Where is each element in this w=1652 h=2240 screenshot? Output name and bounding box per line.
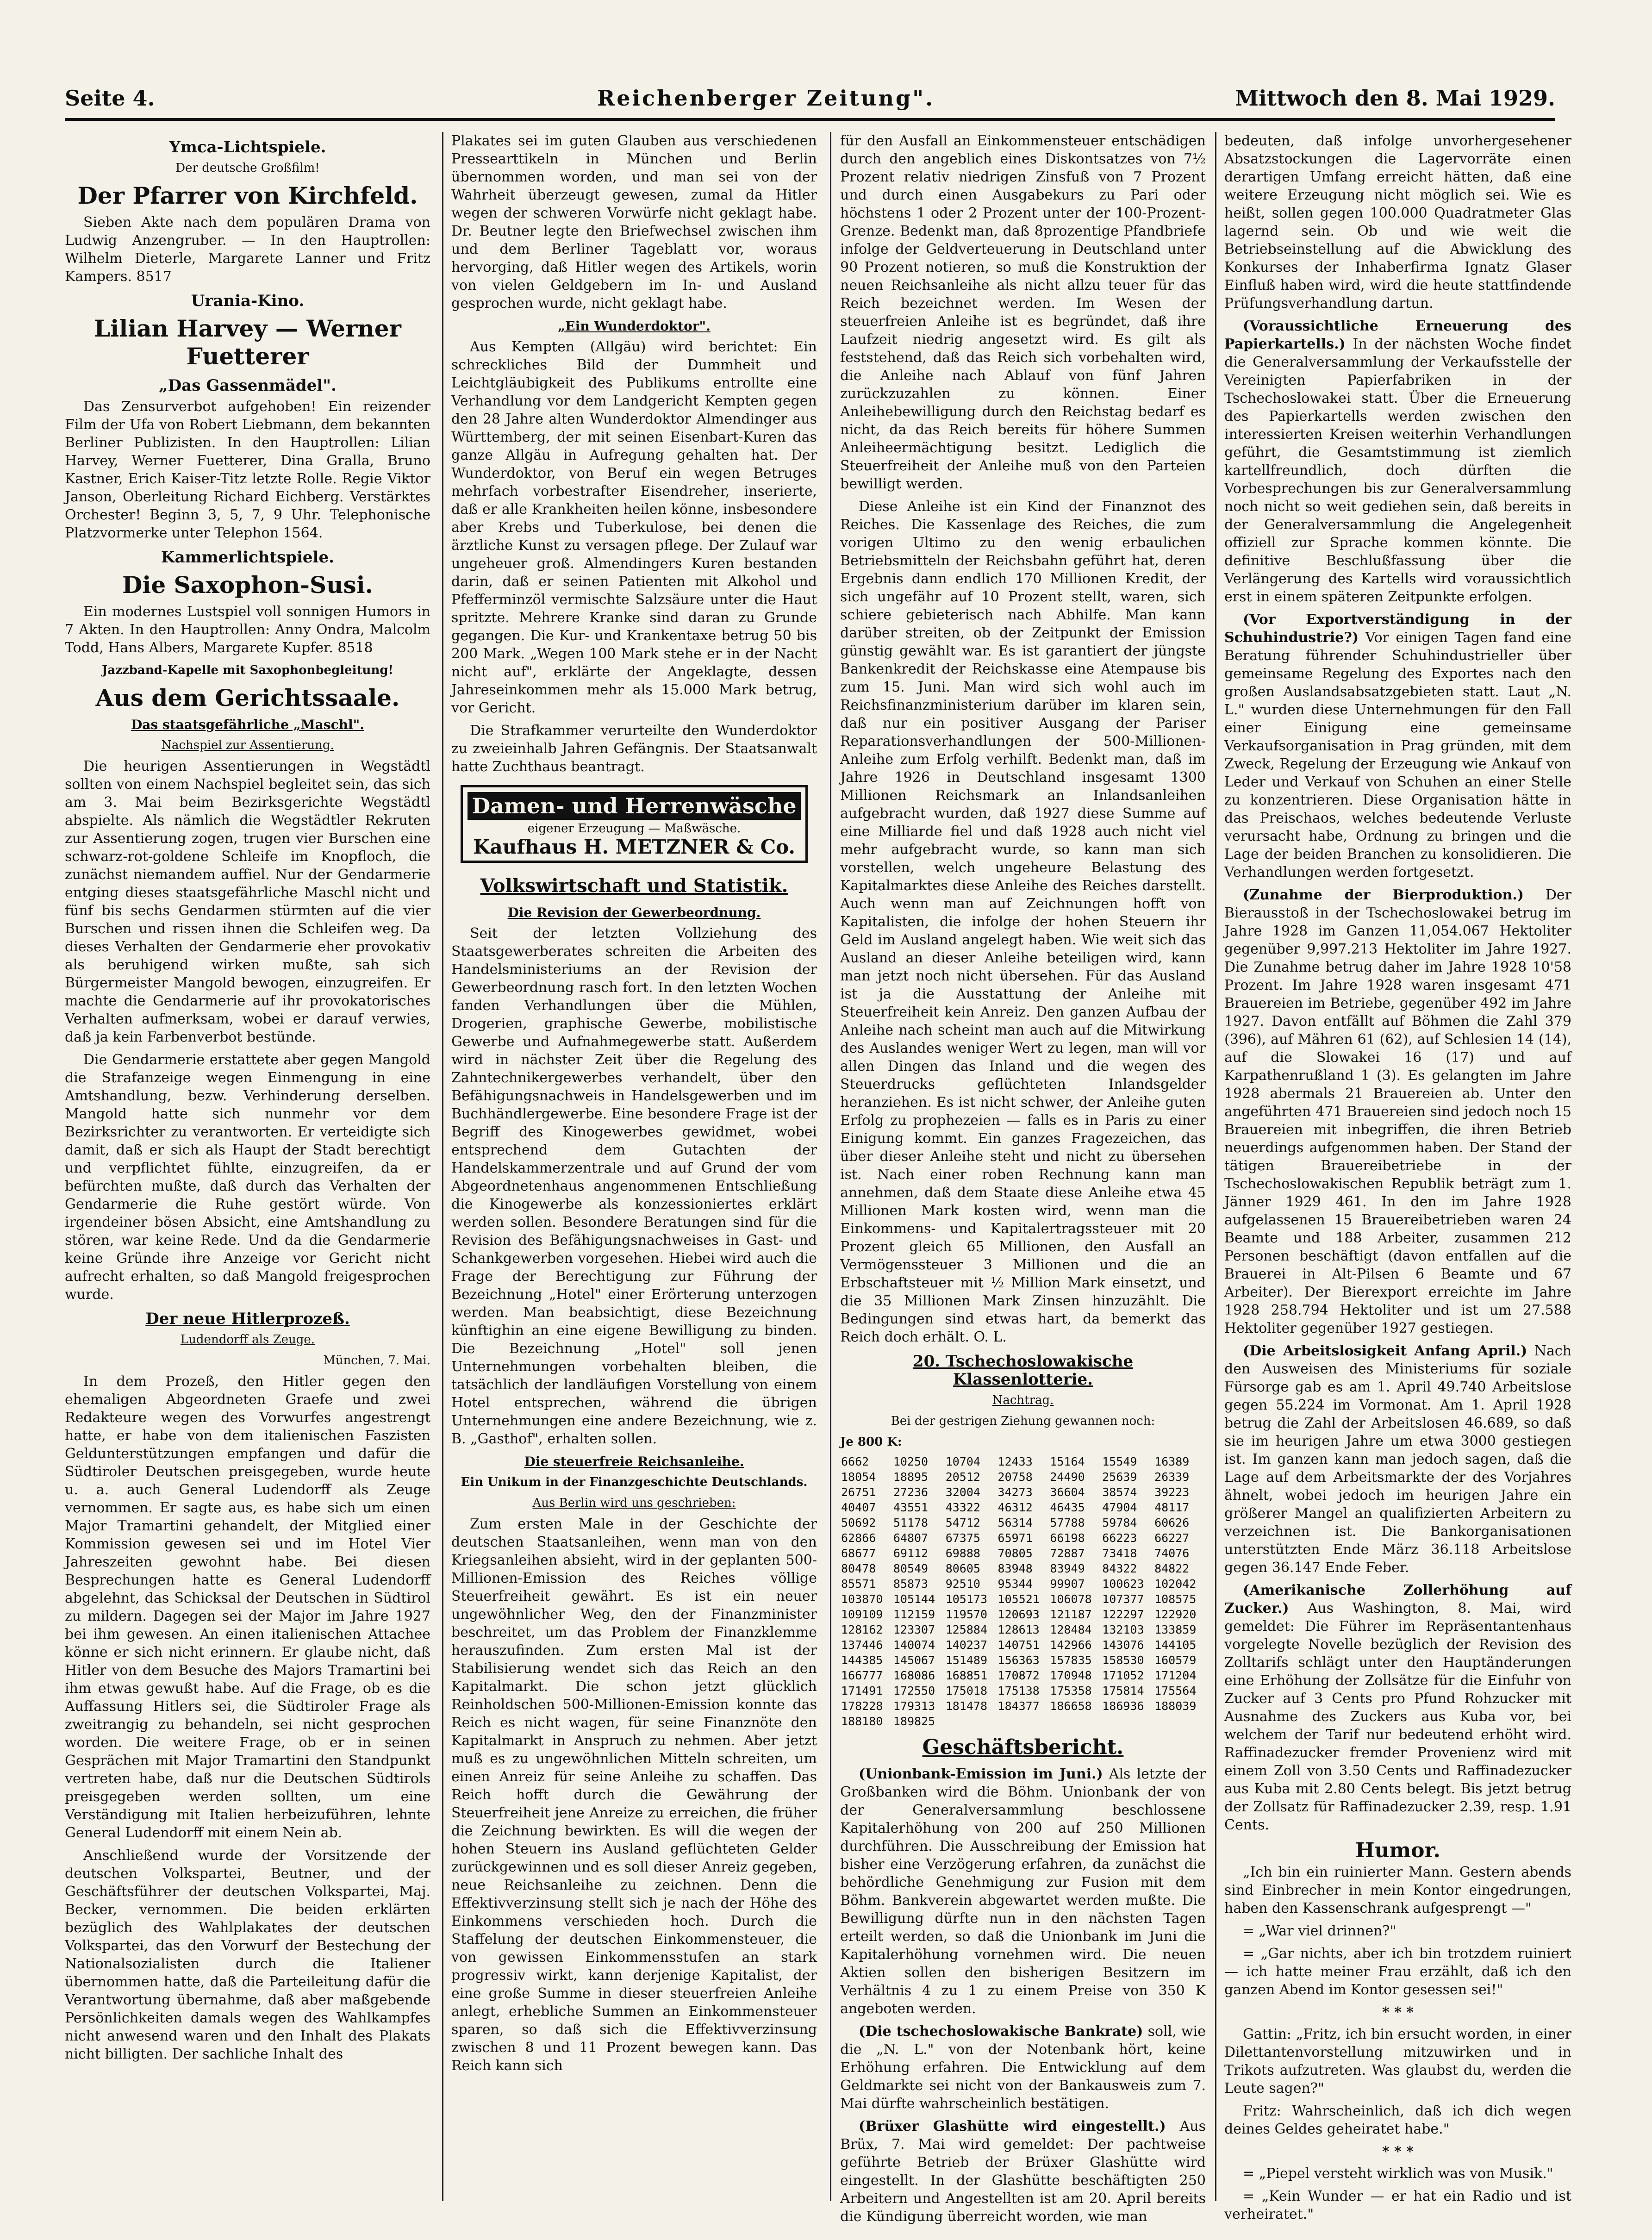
- lottery-number: 66198: [1050, 1531, 1085, 1545]
- item-text: soll, wie die „N. L." von der Notenbank hört, keine Erhöhung erfahren. Die Entwicklung auf dem Geldmarkte sei nicht von der Bankausweis zum 7. Mai dürfte wahrscheinlich bestätigen.: [840, 2023, 1206, 2112]
- item-text: In der nächsten Woche findet die Generalversammlung der Verkaufsstelle der Vereinigten Papierfabriken in der Tschechoslowakei statt. Über die Erneuerung des Papierkartells werden zwischen den interessierten Kreisen weiterhin Verhandlungen geführt, die Gesamtstimmung ist ziemlich kartellfreundlich, doch dürften die Vorbesprechungen bis zur Generalversammlung noch nicht so weit gediehen sein, daß bereits in der Generalversammlung die Angelegenheit offiziell zur Sprache kommen könnte. Die definitive Beschlußfassung über die Verlängerung des Kartells wird voraussichtlich erst in einem späteren Zeitpunkte erfolgen.: [1224, 336, 1571, 605]
- lottery-number: 85571: [841, 1577, 876, 1591]
- lottery-number: 105144: [893, 1592, 935, 1606]
- lottery-number: 24490: [1050, 1470, 1085, 1484]
- lottery-number: 46312: [997, 1501, 1033, 1514]
- lottery-number: 158530: [1102, 1653, 1144, 1667]
- lottery-number: 65971: [997, 1531, 1033, 1545]
- lottery-number: 80478: [841, 1562, 876, 1575]
- item-heading: (Vor Exportverständigung in der Schuhindustrie?): [1224, 611, 1571, 646]
- lottery-number: 142966: [1050, 1638, 1092, 1652]
- item-heading: (Voraussichtliche Erneuerung des Papierkartells.): [1224, 318, 1571, 352]
- lottery-number: 20512: [945, 1470, 980, 1484]
- lottery-number: 15164: [1050, 1455, 1085, 1468]
- hitler-subheading: Ludendorff als Zeuge.: [180, 1333, 315, 1347]
- urania-film-title: „Das Gassenmädel".: [159, 376, 337, 395]
- lottery-number: 184377: [997, 1699, 1040, 1713]
- lottery-number: 26339: [1154, 1470, 1190, 1484]
- lottery-number: 56314: [997, 1516, 1033, 1529]
- lottery-number: 151489: [945, 1653, 987, 1667]
- lottery-number: 120693: [997, 1608, 1040, 1621]
- lottery-row: [840, 1454, 1206, 1469]
- lottery-number: 74076: [1154, 1547, 1190, 1560]
- reichsanleihe-continuation: Diese Anleihe ist ein Kind der Finanznot des Reiches. Die Kassenlage des Reiches, die zum vorigen Ultimo zu den wenig erbaulichen Betriebsmitteln der Reichsbahn geführt hat, deren Ergebnis dann endlich 170 Millionen Kredit, der sich ungefähr auf 10 Prozent stellt, waren, sich schiere gebieterisch nach Abhilfe. Man kann darüber streiten, ob der Zeitpunkt der Emission günstig gewählt war. Es ist garantiert der jüngste Bankenkredit der Reichskasse eine Atempause bis zum 15. Juni. Man wird sich wohl auch im Reichsfinanzministerium darüber im klaren sein, daß nur ein positiver Ausgang der Pariser Reparationsverhandlungen der 500-Millionen-Anleihe zum Erfolg verhilft. Bedenkt man, daß im Jahre 1926 in Deutschland insgesamt 1300 Millionen Reichsmark an Inlandsanleihen aufgebracht wurden, daß 1927 diese Summe auf eine Milliarde fiel und daß 1928 auch nicht viel mehr aufgebracht wurde, so kann man sich vorstellen, welch ungeheure Belastung des Kapitalmarktes diese Anleihe des Reiches darstellt. Auch wenn man auf Zeichnungen hofft von Kapitalisten, die infolge der hohen Steuern ihr Geld im Ausland angelegt haben. Wie weit sich das Ausland an dieser Anleihe beteiligen wird, kann man jetzt noch nicht übersehen. Für das Ausland ist ja die Ausstattung der Anleihe mit Steuerfreiheit kein Anreiz. Den ganzen Aufbau der Anleihe nach scheint man auch auf die Mitwirkung des Auslandes weniger Wert zu legen, man will vor allen Dingen das Inland und die wegen des Steuerdrucks geflüchteten Inlandsgelder heranziehen. Es ist nicht schwer, der Anleihe guten Erfolg zu prophezeien — falls es in Paris zu einer Einigung kommt. Ein ganzes Fragezeichen, das über dieser Anleihe steht und nicht zu übersehen ist. Nach einer roben Rechnung kann man annehmen, daß dem Staate diese Anleihe etwa 45 Millionen Mark kosten wird, wenn man die Einkommens- und Kapitalertragssteuer mit 20 Prozent gleich 65 Millionen, den Ausfall an Vermögenssteuer 3 Millionen und die an Erbschaftsteuer mit ½ Million Mark einsetzt, und die 35 Millionen Mark Zinsen hinzuzählt. Die Bedingungen sind etwas hart, da bemerkt das Reich doch erhält. O. L.: [840, 499, 1206, 1345]
- column-rule: [830, 132, 831, 2201]
- lottery-number: 62866: [841, 1531, 876, 1545]
- hitler-continuation: Plakates sei im guten Glauben aus verschiedenen Pressearttikeln in München und Berlin übernommen worden, und man sei von der Wahrheit überzeugt gewesen, zumal da Hitler wegen der schweren Vorwürfe nicht geklagt habe. Dr. Beutner legte den Briefwechsel zwischen ihm und dem Berliner Tageblatt vor, woraus hervorging, daß Hitler wegen des Artikels, worin von vielen Geldgebern im In- und Ausland gesprochen wurde, nicht geklagt habe.: [451, 133, 817, 312]
- separator-stars: * * *: [1382, 2004, 1414, 2021]
- heading-geschaeftsbericht: Geschäftsbericht.: [922, 1735, 1124, 1759]
- lottery-row: [840, 1515, 1206, 1530]
- gericht-subheading-2: Nachspiel zur Assentierung.: [161, 738, 334, 752]
- lottery-number: 83949: [1050, 1562, 1085, 1575]
- item-text: Nach den Ausweisen des Ministeriums für soziale Fürsorge gab es am 1. April 49.740 Arbeitslose gegen 55.224 im Vormonat. Am 1. April 1928 betrug die Zahl der Arbeitslosen 46.689, so daß sie im heurigen Jahre um etwa 3000 gestiegen ist. Im ganzen kann man jedoch sagen, daß die Lage auf dem Arbeitsmarkte der des Vorjahres ähnelt, wobei jedoch im heurigen Jahre ein größerer Mangel an qualifizierten Arbeitern zu verzeichnen ist. Die Bankorganisationen unterstützten Ende März 36.118 Arbeitslose gegen 36.147 Ende Feber.: [1224, 1343, 1571, 1576]
- humor-text: = „War viel drinnen?": [1243, 1923, 1396, 1939]
- lottery-number: 171052: [1102, 1669, 1144, 1682]
- lottery-number: 128613: [997, 1623, 1040, 1636]
- lottery-number: 69112: [893, 1547, 929, 1560]
- lottery-number: 172550: [893, 1684, 935, 1697]
- lottery-number: 128162: [841, 1623, 883, 1636]
- heading-wunderdoktor: „Ein Wunderdoktor".: [558, 318, 711, 334]
- lottery-number: 84322: [1102, 1562, 1137, 1575]
- lottery-number: 157835: [1050, 1653, 1092, 1667]
- column-rule: [1215, 132, 1216, 2201]
- lottery-number: 175358: [1050, 1684, 1092, 1697]
- separator-stars: * * *: [1382, 2144, 1414, 2160]
- lottery-number: 122920: [1154, 1608, 1197, 1621]
- lotterie-prefix: Je 800 K:: [840, 1435, 902, 1449]
- lottery-number: 188180: [841, 1715, 883, 1728]
- lottery-number: 107377: [1102, 1592, 1144, 1606]
- lottery-number: 140751: [997, 1638, 1040, 1652]
- lottery-number: 59784: [1102, 1516, 1137, 1529]
- lottery-number: 40407: [841, 1501, 876, 1514]
- lottery-row: [840, 1576, 1206, 1591]
- reichsanleihe-continuation: für den Ausfall an Einkommensteuer entschädigen durch den angeblich eines Diskontsatzes von 7½ Prozent relativ niedrigen Zinsfuß von 7 Prozent und durch einen Ausgabekurs zu Pari oder höchstens 1 oder 2 Prozent unter der 100-Prozent-Grenze. Bedenkt man, daß 8prozentige Pfandbriefe infolge der Geldverteuerung in Deutschland unter 90 Prozent notieren, so muß die Konstruktion der neuen Reichsanleihe als nicht allzu teuer für das Reich bezeichnet werden. Im Wesen der steuerfreien Anleihe ist es begründet, daß ihre Laufzeit niedrig angesetzt wird. Es gilt als feststehend, daß das Reich sich vorbehalten wird, die Anleihe nach Ablauf von fünf Jahren zurückzuzahlen zu können. Einer Anleihebewilligung durch den Reichstag bedarf es nicht, da das Reich bereits für höhere Summen Anleiheermächtigung besitzt. Lediglich die Steuerfreiheit der Anleihe muß von den Parteien bewilligt werden.: [840, 133, 1206, 492]
- lottery-number: 66223: [1102, 1531, 1137, 1545]
- lottery-number: 25639: [1102, 1470, 1137, 1484]
- lottery-row: [840, 1607, 1206, 1622]
- lottery-number: 84822: [1154, 1562, 1190, 1575]
- lottery-row: [840, 1683, 1206, 1698]
- gericht-paragraph: Die heurigen Assentierungen in Wegstädtl sollten von einem Nachspiel begleitet sein, das sich am 3. Mai beim Bezirksgerichte Wegstädtl abspielte. Als nämlich die Wegstädtler Rekruten zur Assentierung zogen, trugen vier Burschen eine schwarz-rot-goldene Schleife im Knopfloch, die zunächst niemandem auffiel. Nur der Gendarmerie entging dieses staatsgefährliche Maschl nicht und fünf bis sechs Gendarmen stürmten auf die vier Burschen und rissen ihnen die Schleifen weg. Da dieses Verhalten der Gendarmerie eher provokativ als beruhigend wirken mußte, sah sich Bürgermeister Mangold bewogen, einzugreifen. Er machte die Gendarmerie auf ihr provokatorisches Verhalten aufmerksam, wobei er darauf verwies, daß ja kein Farbenverbot bestünde.: [65, 758, 430, 1045]
- lottery-number: 102042: [1154, 1577, 1197, 1591]
- lottery-number: 47904: [1102, 1501, 1137, 1514]
- lottery-row: [840, 1591, 1206, 1607]
- humor-text: Fritz: Wahrscheinlich, daß ich dich wegen deines Geldes geheiratet habe.": [1224, 2103, 1571, 2137]
- hitler-dateline: München, 7. Mai.: [323, 1354, 430, 1367]
- lottery-number: 133859: [1154, 1623, 1197, 1636]
- lottery-number: 137446: [841, 1638, 883, 1652]
- lottery-number: 140237: [945, 1638, 987, 1652]
- reichsanleihe-dateline: Aus Berlin wird uns geschrieben:: [532, 1496, 736, 1510]
- volkswirtschaft-text: Seit der letzten Vollziehung des Staatsgewerberates schreiten die Arbeiten des Handelsministeriums an der Revision der Gewerbeordnung rasch fort. In den letzten Wochen fanden Verhandlungen über die Mühlen, Drogerien, graphische Gewerbe, mobilistische Gewerbe und Aufnahmegewerbe statt. Außerdem wird in nächster Zeit über die Regelung des Zahntechnikergewerbes verhandelt, über den Befähigungsnachweis in Handelsgewerben und im Buchhändlergewerbe. Eine besondere Frage ist der Begriff des Kinogewerbes gewidmet, wobei entsprechend dem Gutachten der Handelskammerzentrale und auf Grund der vom Abgeordnetenhaus angenommenen Entschließung die Kinogewerbe als konzessioniertes erklärt werden sollen. Besondere Beratungen sind für die Revision des Befähigungsnachweises in Gast- und Schankgewerben vorgesehen. Hiebei wird auch die Frage der Berechtigung zur Führung der Bezeichnung „Hotel" einer Erörterung unterzogen werden. Man beabsichtigt, diese Bezeichnung künftighin an eine eigene Bewilligung zu binden. Die Bezeichnung „Hotel" soll jenen Unternehmungen vorbehalten bleiben, die tatsächlich der landläufigen Vorstellung von einem Hotel entsprechen, während die übrigen Unternehmungen eine andere Bezeichnung, wie z. B. „Gasthof", erhalten sollen.: [451, 925, 817, 1447]
- lottery-number: 171491: [841, 1684, 883, 1697]
- lottery-number: 18895: [893, 1470, 929, 1484]
- item-heading: (Amerikanische Zollerhöhung auf Zucker.): [1224, 1582, 1571, 1616]
- lottery-number: 122297: [1102, 1608, 1144, 1621]
- humor-text: = „Gar nichts, aber ich bin trotzdem ruiniert — ich hatte meiner Frau erzählt, daß ich den ganzen Abend im Kontor gesessen sei!": [1224, 1946, 1571, 1998]
- item-heading: (Die Arbeitslosigkeit Anfang April.): [1243, 1343, 1527, 1359]
- hitler-paragraph: Anschließend wurde der Vorsitzende der deutschen Volkspartei, Beutner, und der Geschäftsführer der deutschen Volkspartei, Maj. Becker, vernommen. Die beiden erklärten bezüglich des Wahlplakates der deutschen Volkspartei, das den Vorwurf der Bestechung der Nationalsozialisten durch die Italiener übernommen hatte, daß die Parteileitung dafür die Verantwortung übernahme, daß aber maßgebende Persönlichkeiten damals wegen des Wahlkampfes nicht anwesend waren und den Inhalt des Plakats nicht billigten. Der sachliche Inhalt des: [65, 1847, 430, 2062]
- lottery-number: 105173: [945, 1592, 987, 1606]
- heading-gericht: Aus dem Gerichtssaale.: [95, 684, 400, 711]
- lottery-number: 38574: [1102, 1485, 1137, 1499]
- lottery-number: 168086: [893, 1669, 935, 1682]
- heading-lotterie: 20. Tschechoslowakische Klassenlotterie.: [912, 1352, 1134, 1389]
- gericht-paragraph: Die Gendarmerie erstattete aber gegen Mangold die Strafanzeige wegen Einmengung in eine Amtshandlung, bezw. Verhinderung derselben. Mangold hatte sich nunmehr vor dem Bezirksrichter zu verantworten. Er verteidigte sich damit, daß er sich als Haupt der Stadt berechtigt und verpflichtet fühlte, einzugreifen, da er befürchten mußte, daß durch das Verhalten der Gendarmerie die Ruhe gestört würde. Von irgendeiner bösen Absicht, eine Amtshandlung zu stören, war keine Rede. Und da die Gendarmerie keine Gründe ihre Anzeige vor Gericht nicht aufrecht erhalten, so daß Mangold freigesprochen wurde.: [65, 1052, 430, 1303]
- lottery-number: 106078: [1050, 1592, 1092, 1606]
- lottery-number: 125884: [945, 1623, 987, 1636]
- lottery-number: 73418: [1102, 1547, 1137, 1560]
- volkswirtschaft-subheading: Die Revision der Gewerbeordnung.: [507, 905, 761, 920]
- item-text: Aus Brüx, 7. Mai wird gemeldet: Der pachtweise geführte Betrieb der Brüxer Glashütte wird eingestellt. In der Glashütte beschäftigten 250 Arbeitern und Angestellten ist am 20. April bereits die Kündigung überreicht worden, wie man: [840, 2118, 1206, 2225]
- lottery-number: 178228: [841, 1699, 883, 1713]
- lottery-number: 95344: [997, 1577, 1033, 1591]
- lottery-number: 188039: [1154, 1699, 1197, 1713]
- heading-kammer: Kammerlichtspiele.: [161, 548, 334, 567]
- lottery-number: 109109: [841, 1608, 883, 1621]
- lottery-number: 26751: [841, 1485, 876, 1499]
- lottery-number: 39223: [1154, 1485, 1190, 1499]
- lottery-number: 160579: [1154, 1653, 1197, 1667]
- lottery-number: 80549: [893, 1562, 929, 1575]
- masthead: [65, 81, 1555, 121]
- lottery-number: 92510: [945, 1577, 980, 1591]
- lottery-number: 108575: [1154, 1592, 1197, 1606]
- lottery-number: 179313: [893, 1699, 935, 1713]
- lotterie-intro: Bei der gestrigen Ziehung gewannen noch:: [891, 1414, 1155, 1428]
- reichsanleihe-text: Zum ersten Male in der Geschichte der deutschen Staatsanleihen, wenn man von den Kriegsanleihen absieht, wird in der geplanten 500-Millionen-Emission des Reiches völlige Steuerfreiheit gewährt. Es ist ein neuer ungewöhnlicher Weg, den der Finanzminister beschreitet, um das Problem der Finanzklemme herauszufinden. Zum ersten Mal ist der Stabilisierung wendet sich das Reich an den Kapitalmarkt. Die schon jetzt glücklich Reinholdschen 500-Millionen-Emission konnte das Reich es nicht wagen, für seine Finanznöte den Kapitalmarkt in Anspruch zu nehmen. Aber jetzt muß es zu ungewöhnlichen Mitteln schreiten, um einen Anreiz für seine Anleihe zu schaffen. Das Reich hofft durch die Gewährung der Steuerfreiheit jene Anreize zu erreichen, die früher die Zeichnung bewirkten. Es will die wegen der hohen Steuern ins Ausland geflüchteten Gelder zurückgewinnen und es soll dieser Anreiz gegeben, neue Reichsanleihe zu zeichnen. Denn die Effektivverzinsung stellt sich je nach der Höhe des Einkommens verschieden hoch. Durch die Staffelung der deutschen Einkommensteuer, die von gewissen Einkommensstufen an stark progressiv wirkt, kann derjenige Kapitalist, der eine große Summe in dieser steuerfreien Anleihe anlegt, erhebliche Summen an Einkommensteuer sparen, so daß sich die Effektivverzinsung zwischen 8 und 11 Prozent bewegen kann. Das Reich kann sich: [451, 1516, 817, 2074]
- lottery-number: 83948: [997, 1562, 1033, 1575]
- lottery-number: 70805: [997, 1547, 1033, 1560]
- lottery-number: 36604: [1050, 1485, 1085, 1499]
- lottery-number: 105521: [997, 1592, 1040, 1606]
- lottery-number: 10704: [945, 1455, 980, 1468]
- lottery-number: 20758: [997, 1470, 1033, 1484]
- lottery-row: [840, 1668, 1206, 1683]
- item-heading: (Die tschechoslowakische Bankrate): [859, 2023, 1143, 2040]
- lottery-number: 50692: [841, 1516, 876, 1529]
- lottery-number: 10250: [893, 1455, 929, 1468]
- heading-humor: Humor.: [1355, 1839, 1440, 1862]
- lottery-number: 175138: [997, 1684, 1040, 1697]
- lottery-number: 34273: [997, 1485, 1033, 1499]
- lottery-number: 144385: [841, 1653, 883, 1667]
- humor-text: = „Piepel versteht wirklich was von Musik.": [1243, 2165, 1553, 2182]
- lottery-number: 100623: [1102, 1577, 1144, 1591]
- lottery-number: 43322: [945, 1501, 980, 1514]
- lottery-row: [840, 1546, 1206, 1561]
- lottery-number: 72887: [1050, 1547, 1085, 1560]
- column-2: [451, 132, 817, 2206]
- urania-text: Das Zensurverbot aufgehoben! Ein reizender Film der Ufa von Robert Liebmann, dem bekannten Berliner Publizisten. In den Hauptrollen: Lilian Harvey, Werner Fuetterer, Dina Gralla, Bruno Kastner, Erich Kaiser-Titz letzte Rolle. Regie Viktor Janson, Oberleitung Richard Eichberg. Verstärktes Orchester! Beginn 3, 5, 7, 9 Uhr. Telephonische Platzvormerke unter Telephon 1564.: [65, 399, 430, 541]
- wunderdoktor-end: Die Strafkammer verurteilte den Wunderdoktor zu zweieinhalb Jahren Gefängnis. Der Staatsanwalt hatte Zuchthaus beantragt.: [451, 723, 817, 775]
- hitler-paragraph: In dem Prozeß, den Hitler gegen den ehemaligen Abgeordneten Graefe und zwei Redakteure wegen des Vorwurfes angestrengt hatte, er habe von dem italienischen Faszisten Geldunterstützungen empfangen und dafür die Südtiroler Deutschen preisgegeben, wurde heute u. a. auch General Ludendorff als Zeuge vernommen. Er sagte aus, es habe sich um einen Major Tramartini gehandelt, der Mitglied einer Kommission gewesen sei und im Hotel Vier Jahreszeiten gewohnt habe. Bei diesen Besprechungen hatte es General Ludendorff abgelehnt, das Schicksal der Deutschen in Südtirol zu mildern. Dagegen sei der Major im Jahre 1927 bei ihm gewesen. An einen italienischen Attachee könne er sich nicht erinnern. Er glaube nicht, daß Hitler von dem Besuche des Majors Tramartini bei ihm etwas gewußt habe. Auf die Frage, ob es die Auffassung Hitlers sei, die Südtiroler Frage als zweitrangig zu behandeln, sei nicht gesprochen worden. Die weitere Frage, ob er in seinen Gesprächen mit Major Tramartini den Standpunkt vertreten habe, daß nur die Deutschen Südtirols preisgegeben werden sollten, um eine Verständigung mit Italien herbeizuführen, lehnte General Ludendorff mit einem Nein ab.: [65, 1373, 430, 1841]
- gericht-subheading: Das staatsgefährliche „Maschl".: [131, 717, 364, 732]
- lottery-number: 69888: [945, 1547, 980, 1560]
- column-3: [840, 132, 1206, 2225]
- lottery-row: [840, 1622, 1206, 1637]
- lottery-number: 43551: [893, 1501, 929, 1514]
- lottery-number: 145067: [893, 1653, 935, 1667]
- lotterie-subheading: Nachtrag.: [992, 1393, 1054, 1407]
- ymca-text: Sieben Akte nach dem populären Drama von Ludwig Anzengruber. — In den Hauptrollen: Wilhelm Dieterle, Margarete Lanner und Fritz Kampers. 8517: [65, 214, 430, 285]
- heading-ymca: Ymca-Lichtspiele.: [169, 138, 326, 156]
- lottery-number: 64807: [893, 1531, 929, 1545]
- lottery-number: 156363: [997, 1653, 1040, 1667]
- advertisement-metzner: [461, 785, 808, 863]
- lottery-number: 171204: [1154, 1669, 1197, 1682]
- lottery-number: 16389: [1154, 1455, 1190, 1468]
- lottery-number: 170948: [1050, 1669, 1092, 1682]
- lottery-number: 68677: [841, 1547, 876, 1560]
- lottery-number: 181478: [945, 1699, 987, 1713]
- item-text: Vor einigen Tagen fand eine Beratung führender Schuhindustrieller über gemeinsame Regelung des Exportes nach den großen Auslandsabsatzgebieten statt. Laut „N. L." wurden diese Unternehmungen für den Fall einer Einigung eine gemeinsame Verkaufsorganisation in Prag gründen, mit dem Zweck, Regelung der Erzeugung wie Ankauf von Leder und Verkauf von Schuhen an einer Stelle zu konzentrieren. Diese Organisation hätte in das Preischaos, welches bedeutende Verluste verursacht habe, Ordnung zu bringen und die Lage der beiden Branchen zu konsolidieren. Die Verhandlungen werden fortgesetzt.: [1224, 630, 1571, 880]
- item-heading: (Zunahme der Bierproduktion.): [1243, 887, 1524, 903]
- lottery-row: [840, 1714, 1206, 1729]
- lottery-number: 48117: [1154, 1501, 1190, 1514]
- lottery-row: [840, 1561, 1206, 1576]
- lottery-number: 46435: [1050, 1501, 1085, 1514]
- lottery-row: [840, 1698, 1206, 1714]
- lottery-number: 186658: [1050, 1699, 1092, 1713]
- item-text: Der Bierausstoß in der Tschechoslowakei betrug im Jahre 1928 im Ganzen 11,054.067 Hektoliter gegenüber 9,997.213 Hektoliter im Jahre 1927. Die Zunahme betrug daher im Jahre 1928 10'58 Prozent. Im Jahre 1928 waren insgesamt 471 Brauereien im Betriebe, gegenüber 492 im Jahre 1927. Davon entfällt auf Böhmen die Zahl 379 (396), auf Mähren 61 (62), auf Schlesien 14 (14), auf die Slowakei 16 (17) und auf Karpathenrußland 1 (3). Es gelangten im Jahre 1928 abermals 21 Brauereien ab. Unter den angeführten 471 Brauereien sind jedoch noch 15 Brauereien mit inbegriffen, die ihren Betrieb neuerdings aufgenommen haben. Der Stand der tätigen Brauereibetriebe in der Tschechoslowakischen Republik beträgt zum 1. Jänner 1929 461. In den im Jahre 1928 aufgelassenen 15 Brauereibetrieben waren 24 Beamte und 188 Arbeiter, zusammen 212 Personen beschäftigt (davon entfallen auf die Brauerei in Alt-Pilsen 6 Beamte und 67 Arbeiter). Der Bierexport erreichte im Jahre 1928 258.794 Hektoliter und ist um 27.588 Hektoliter gegenüber 1927 gestiegen.: [1224, 887, 1571, 1336]
- lottery-row: [840, 1500, 1206, 1515]
- lottery-number: 67375: [945, 1531, 980, 1545]
- ad-headline: Damen- und Herrenwäsche: [468, 792, 801, 820]
- lottery-number: 32004: [945, 1485, 980, 1499]
- lottery-number: 175814: [1102, 1684, 1144, 1697]
- ymca-subtitle: Der deutsche Großfilm!: [175, 161, 320, 175]
- lottery-number: 132103: [1102, 1623, 1144, 1636]
- page-number: Seite 4.: [65, 86, 155, 111]
- ymca-film-title: Der Pfarrer von Kirchfeld.: [77, 182, 418, 209]
- lottery-row: [840, 1530, 1206, 1546]
- lottery-numbers-table: [840, 1454, 1206, 1729]
- urania-stars: Lilian Harvey — Werner Fuetterer: [94, 315, 401, 370]
- reichsanleihe-subheading: Ein Unikum in der Finanzgeschichte Deutschlands.: [461, 1475, 808, 1489]
- lottery-number: 12433: [997, 1455, 1033, 1468]
- issue-date: Mittwoch den 8. Mai 1929.: [1235, 86, 1555, 111]
- lottery-number: 27236: [893, 1485, 929, 1499]
- lottery-number: 18054: [841, 1470, 876, 1484]
- lottery-number: 189825: [893, 1715, 935, 1728]
- lottery-number: 57788: [1050, 1516, 1085, 1529]
- heading-volkswirtschaft: Volkswirtschaft und Statistik.: [480, 875, 788, 897]
- lottery-number: 140074: [893, 1638, 935, 1652]
- lottery-number: 60626: [1154, 1516, 1190, 1529]
- lottery-row: [840, 1653, 1206, 1668]
- lottery-number: 66227: [1154, 1531, 1190, 1545]
- humor-text: Gattin: „Fritz, ich bin ersucht worden, in einer Dilettantenvorstellung mitzuwirken und in Trikots aufzutreten. Was glaubst du, werden die Leute sagen?": [1224, 2026, 1571, 2096]
- wunderdoktor-text: Aus Kempten (Allgäu) wird berichtet: Ein schreckliches Bild der Dummheit und Leichtgläubigkeit des Publikums entrollte eine Verhandlung vor dem Landgericht Kempten gegen den 28 Jahre alten Wunderdoktor Almendinger aus Württemberg, der mit seinen Eisenbart-Kuren das ganze Allgäu in Aufregung gehalten hat. Der Wunderdoktor, von Beruf ein wegen Betruges mehrfach vorbestrafter Eisendreher, inserierte, daß er alle Krankheiten heilen könne, insbesondere aber Krebs und Tuberkulose, bei denen die ärztliche Kunst zu versagen pflege. Der Zulauf war ungeheuer groß. Almendingers Kuren bestanden darin, daß er seinen Patienten mit Alkohol und Pfefferminzöl vermischte Salzsäure unter die Haut spritzte. Mehrere Kranke sind daran zu Grunde gegangen. Die Kur- und Krankentaxe betrug 50 bis 200 Mark. „Wegen 100 Mark stehe er in der Nacht nicht auf", erklärte der Angeklagte, dessen Jahreseinkommen mehr als 15.000 Mark betrug, vor Gericht.: [451, 339, 817, 716]
- column-rule: [442, 132, 443, 2201]
- kammer-film-title: Die Saxophon-Susi.: [122, 571, 374, 599]
- kammer-text: Ein modernes Lustspiel voll sonnigen Humors in 7 Akten. In den Hauptrollen: Anny Ondra, Malcolm Todd, Hans Albers, Margarete Kupfer. 8518: [65, 604, 430, 656]
- column-1: [65, 132, 430, 2206]
- lottery-number: 103870: [841, 1592, 883, 1606]
- lottery-number: 51178: [893, 1516, 929, 1529]
- column-4: [1224, 132, 1571, 2222]
- lottery-number: 128484: [1050, 1623, 1092, 1636]
- lottery-number: 15549: [1102, 1455, 1137, 1468]
- lottery-number: 54712: [945, 1516, 980, 1529]
- item-text: Als letzte der Großbanken wird die Böhm. Unionbank der von der Generalversammlung beschlossene Kapitalerhöhung von 200 auf 250 Millionen durchführen. Die Ausschreibung der Emission hat bisher eine Verzögerung erfahren, da zunächst die behördliche Genehmigung zur Fusion mit dem Böhm. Bankverein abgewartet werden mußte. Die Bewilligung dürfte nun in den nächsten Tagen erteilt werden, so daß die Unionbank im Juni die Kapitalerhöhung vornehmen wird. Die neuen Aktien sollen den bisherigen Besitzern im Verhältnis 4 zu 1 zu einem Preise von 350 K angeboten werden.: [840, 1766, 1206, 2017]
- lottery-number: 85873: [893, 1577, 929, 1591]
- lottery-row: [840, 1485, 1206, 1500]
- lottery-number: 175564: [1154, 1684, 1197, 1697]
- lottery-number: 6662: [841, 1455, 869, 1468]
- heading-reichsanleihe: Die steuerfreie Reichsanleihe.: [524, 1454, 744, 1469]
- lottery-number: 166777: [841, 1669, 883, 1682]
- item-heading: (Unionbank-Emission im Juni.): [859, 1766, 1103, 1782]
- lottery-number: 123307: [893, 1623, 935, 1636]
- heading-urania: Urania-Kino.: [191, 292, 305, 310]
- lottery-number: 121187: [1050, 1608, 1092, 1621]
- lottery-row: [840, 1637, 1206, 1653]
- humor-text: „Ich bin ein ruinierter Mann. Gestern abends sind Einbrecher in mein Kontor eingedrungen, haben den Kassenschrank aufgesprengt —": [1224, 1864, 1571, 1916]
- lottery-number: 170872: [997, 1669, 1040, 1682]
- item-heading: (Brüxer Glashütte wird eingestellt.): [859, 2118, 1166, 2134]
- newspaper-title: Reichenberger Zeitung".: [597, 86, 935, 111]
- lottery-number: 99907: [1050, 1577, 1085, 1591]
- glashuette-continuation: bedeuten, daß infolge unvorhergesehener Absatzstockungen die Lagervorräte einen derartigen Umfang erreicht hätten, daß eine weitere Erzeugung nicht möglich sei. Wie es heißt, sollen gegen 100.000 Quadratmeter Glas lagernd sein. Ob und wie weit die Betriebseinstellung auf die Abwicklung des Konkurses der Inhaberfirma Ignatz Glaser Einfluß haben wird, wird die heute stattfindende Prüfungsverhandlung dartun.: [1224, 133, 1571, 312]
- kammer-note: Jazzband-Kapelle mit Saxophonbegleitung!: [102, 663, 393, 677]
- lottery-number: 175018: [945, 1684, 987, 1697]
- lottery-row: [840, 1469, 1206, 1485]
- lottery-number: 186936: [1102, 1699, 1144, 1713]
- ad-company: Kaufhaus H. METZNER & Co.: [473, 836, 795, 858]
- lottery-number: 80605: [945, 1562, 980, 1575]
- heading-hitler: Der neue Hitlerprozeß.: [145, 1310, 350, 1328]
- item-text: Aus Washington, 8. Mai, wird gemeldet: Die Führer im Repräsentantenhaus vorgelegte Novelle bezüglich der Revision des Zolltarifs schlägt unter den Hauptänderungen eine Erhöhung der Zollsätze für die Einfuhr von Zucker auf 3 Cents pro Pfund Rohzucker mit Ausnahme des Zuckers aus Kuba vor, bei welchem der Tarif nur bedeutend erhöht wird. Raffinadezucker fremder Provenienz wird mit einem Zoll von 3.50 Cents und Raffinadezucker aus Kuba mit 2.80 Cents belegt. Bis jetzt betrug der Zollsatz für Raffinadezucker 2.39, resp. 1.91 Cents.: [1224, 1600, 1571, 1833]
- lottery-number: 144105: [1154, 1638, 1197, 1652]
- lottery-number: 143076: [1102, 1638, 1144, 1652]
- humor-text: = „Kein Wunder — er hat ein Radio und ist verheiratet.": [1224, 2188, 1571, 2222]
- ad-subline: eigener Erzeugung — Maßwäsche.: [527, 822, 741, 836]
- lottery-number: 112159: [893, 1608, 935, 1621]
- lottery-number: 168851: [945, 1669, 987, 1682]
- lottery-number: 119570: [945, 1608, 987, 1621]
